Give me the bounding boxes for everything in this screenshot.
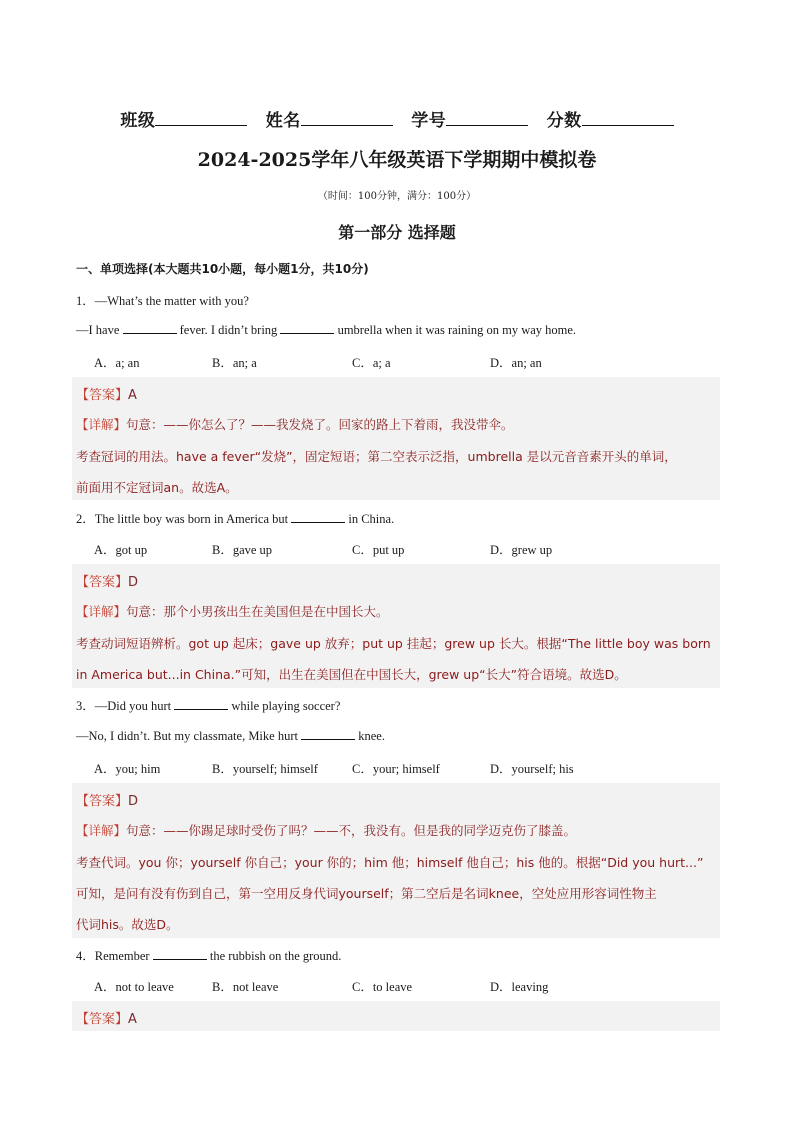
q2-option-b[interactable]: B．gave up xyxy=(212,543,273,557)
q1-explain-3: 前面用不定冠词an。故选A。 xyxy=(76,480,238,495)
q1-option-c[interactable]: C．a; a xyxy=(352,356,391,370)
answer-blank[interactable] xyxy=(123,322,177,334)
answer-blank[interactable] xyxy=(301,728,355,740)
q2-option-d[interactable]: D．grew up xyxy=(490,543,553,557)
q2-answer: 【答案】D xyxy=(76,575,139,590)
answer-blank[interactable] xyxy=(153,948,207,960)
q2-line-1: 2．The little boy was born in America but in China. xyxy=(76,512,395,526)
q3-explain-2: 考查代词。you 你；yourself 你自己；your 你的；him 他；himself 他自己；his 他的。根据“Did you hurt...” xyxy=(76,855,704,870)
q1-option-a[interactable]: A．a; an xyxy=(94,356,140,370)
student-info-line xyxy=(0,106,794,131)
q1-option-d[interactable]: D．an; an xyxy=(490,356,542,370)
q2-explain-2: 考查动词短语辨析。got up 起床；gave up 放弃；put up 挂起；grew up 长大。根据“The little boy was born xyxy=(76,636,711,651)
q1-line-2: —I have fever. I didn’t bring umbrella when it was raining on my way home. xyxy=(76,323,577,337)
id-label: 学号 xyxy=(411,111,447,131)
q4-option-a[interactable]: A．not to leave xyxy=(94,980,174,994)
q2-option-c[interactable]: C．put up xyxy=(352,543,405,557)
section-title: 一、单项选择(本大题共10小题，每小题1分，共10分) xyxy=(76,262,369,276)
q1-explain-2: 考查冠词的用法。have a fever“发烧”，固定短语；第二空表示泛指，umbrella 是以元音音素开头的单词， xyxy=(76,449,677,464)
q2-explain-1: 【详解】句意：那个小男孩出生在美国但是在中国长大。 xyxy=(76,604,389,619)
id-blank[interactable] xyxy=(446,111,528,126)
part-title: 第一部分 选择题 xyxy=(338,223,456,242)
q1-answer: 【答案】A xyxy=(76,388,137,403)
q4-answer-panel xyxy=(72,1001,720,1031)
q4-option-d[interactable]: D．leaving xyxy=(490,980,549,994)
exam-subtitle: （时间：100分钟，满分：100分） xyxy=(317,191,477,202)
q3-option-d[interactable]: D．yourself; his xyxy=(490,762,574,776)
q1-line-1: 1．—What’s the matter with you? xyxy=(76,294,249,308)
exam-title: 2024-2025学年八年级英语下学期期中模拟卷 xyxy=(197,149,597,171)
q4-answer: 【答案】A xyxy=(76,1012,137,1027)
q3-explain-4: 代词his。故选D。 xyxy=(76,917,179,932)
q4-option-b[interactable]: B．not leave xyxy=(212,980,279,994)
class-label: 班级 xyxy=(120,111,156,131)
q4-option-c[interactable]: C．to leave xyxy=(352,980,413,994)
answer-blank[interactable] xyxy=(291,511,345,523)
q3-option-c[interactable]: C．your; himself xyxy=(352,762,440,776)
q3-option-a[interactable]: A．you; him xyxy=(94,762,161,776)
answer-blank[interactable] xyxy=(174,698,228,710)
q3-explain-3: 可知，是问有没有伤到自己，第一空用反身代词yourself；第二空后是名词knee，空处应用形容词性物主 xyxy=(76,886,657,901)
q3-answer: 【答案】D xyxy=(76,794,139,809)
q1-explain-1: 【详解】句意：——你怎么了？——我发烧了。回家的路上下着雨，我没带伞。 xyxy=(76,417,514,432)
q4-line-1: 4．Remember the rubbish on the ground. xyxy=(76,949,342,963)
score-label: 分数 xyxy=(546,111,582,131)
answer-blank[interactable] xyxy=(280,322,334,334)
q2-option-a[interactable]: A．got up xyxy=(94,543,148,557)
name-blank[interactable] xyxy=(301,111,393,126)
class-blank[interactable] xyxy=(155,111,247,126)
q1-option-b[interactable]: B．an; a xyxy=(212,356,257,370)
q3-line-2: —No, I didn’t. But my classmate, Mike hurt knee. xyxy=(76,729,385,743)
name-label: 姓名 xyxy=(265,111,301,131)
q3-explain-1: 【详解】句意：——你踢足球时受伤了吗？——不，我没有。但是我的同学迈克伤了膝盖。 xyxy=(76,823,577,838)
q2-explain-3: in America but...in China.”可知，出生在美国但在中国长大，grew up“长大”符合语境。故选D。 xyxy=(76,667,627,682)
q3-option-b[interactable]: B．yourself; himself xyxy=(212,762,318,776)
q3-line-1: 3．—Did you hurt while playing soccer? xyxy=(76,699,341,713)
score-blank[interactable] xyxy=(582,111,674,126)
